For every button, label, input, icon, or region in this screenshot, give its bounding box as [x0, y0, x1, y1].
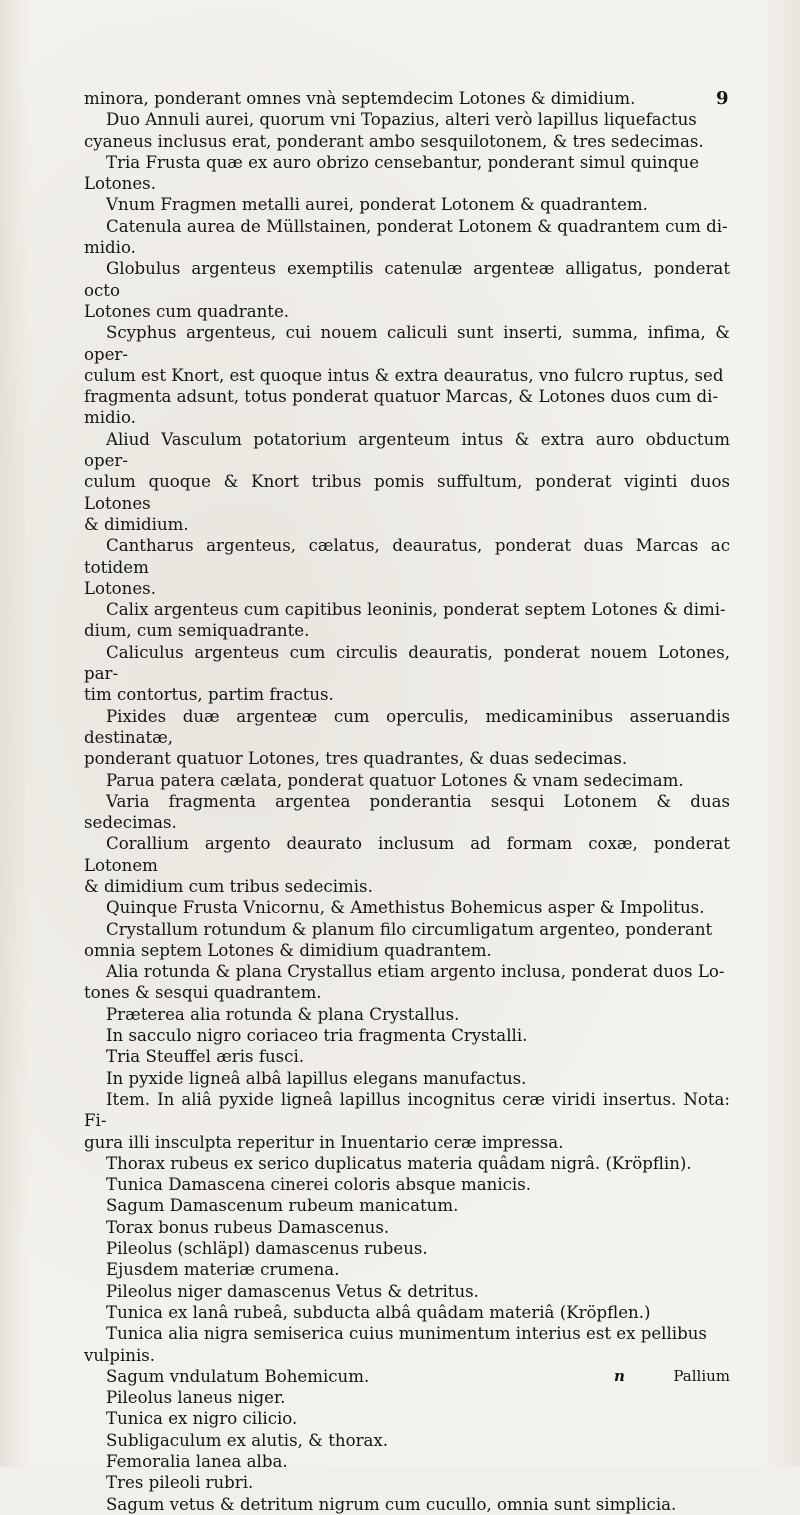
text-line: tones & sesqui quadrantem.	[84, 983, 322, 1003]
text-line: Aliud Vasculum potatorium argenteum intus & extra auro obductum oper-	[84, 429, 730, 471]
text-line: culum quoque & Knort tribus pomis suffultum, ponderat viginti duos Lotones	[84, 472, 730, 513]
text-line: Tria Steuffel æris fusci.	[106, 1047, 305, 1067]
text-line: Cantharus argenteus, cælatus, deauratus, ponderat duas Marcas ac totidem	[84, 536, 730, 577]
text-line: Parua patera cælata, ponderat quatuor Lotones & vnam sedecimam.	[106, 770, 684, 790]
text-line: Thorax rubeus ex serico duplicatus materia quâdam nigrâ. (Kröpflin).	[106, 1153, 692, 1173]
text-line: Lotones.	[84, 174, 156, 194]
text-line: gura illi insculpta reperitur in Inuentario ceræ impressa.	[84, 1132, 564, 1152]
text-line: Pileolus (schläpl) damascenus rubeus.	[106, 1239, 428, 1259]
text-line: Globulus argenteus exemptilis catenulæ argenteæ alligatus, ponderat octo	[84, 259, 730, 300]
text-line: Alia rotunda & plana Crystallus etiam argento inclusa, ponderat duos Lo-	[106, 962, 725, 982]
text-line: Tunica ex nigro cilicio.	[106, 1409, 298, 1429]
signature-mark: n	[614, 1367, 625, 1385]
text-line: Vnum Fragmen metalli aurei, ponderat Lotonem & quadrantem.	[106, 195, 648, 215]
text-line: cyaneus inclusus erat, ponderant ambo sesquilotonem, & tres sedecimas.	[84, 131, 704, 151]
text-line: Femoralia lanea alba.	[106, 1452, 288, 1471]
text-line: In pyxide ligneâ albâ lapillus elegans manufactus.	[106, 1068, 527, 1088]
text-line: fragmenta adsunt, totus ponderat quatuor Marcas, & Lotones duos cum di-	[84, 387, 719, 407]
text-line: Tres pileoli rubri.	[106, 1473, 254, 1493]
text-body	[84, 88, 730, 1515]
text-line: minora, ponderant omnes vnà septemdecim Lotones & dimidium.	[84, 89, 636, 108]
text-line: Lotones.	[84, 578, 156, 598]
text-line: Caliculus argenteus cum circulis deauratis, ponderat nouem Lotones, par-	[84, 642, 730, 684]
text-line: midio.	[84, 408, 136, 428]
text-line: Pileolus laneus niger.	[106, 1388, 286, 1408]
text-line: omnia septem Lotones & dimidium quadrantem.	[84, 940, 492, 960]
text-line: Varia fragmenta argentea ponderantia sesqui Lotonem & duas sedecimas.	[84, 791, 730, 833]
text-line: Corallium argento deaurato inclusum ad formam coxæ, ponderat Lotonem	[84, 834, 730, 875]
text-line: Sagum Damascenum rubeum manicatum.	[106, 1196, 459, 1216]
text-line: Præterea alia rotunda & plana Crystallus.	[106, 1004, 460, 1024]
page-footer	[84, 1367, 730, 1391]
text-line: culum est Knort, est quoque intus & extra deauratus, vno fulcro ruptus, sed	[84, 365, 724, 385]
text-line: Tunica ex lanâ rubeâ, subducta albâ quâdam materiâ (Kröpflen.)	[106, 1302, 651, 1322]
text-line: Scyphus argenteus, cui nouem caliculi sunt inserti, summa, infima, & oper-	[84, 323, 730, 364]
page-number: 9	[716, 88, 729, 109]
text-line: midio.	[84, 238, 136, 258]
text-line: Lotones cum quadrante.	[84, 301, 290, 321]
text-line: Sagum vndulatum Bohemicum.	[106, 1366, 370, 1386]
text-line: Tunica Damascena cinerei coloris absque manicis.	[106, 1175, 532, 1195]
text-line: Subligaculum ex alutis, & thorax.	[106, 1430, 389, 1450]
text-line: Catenula aurea de Müllstainen, ponderat Lotonem & quadrantem cum di-	[106, 216, 728, 236]
text-line: Pixides duæ argenteæ cum operculis, medicaminibus asseruandis destinatæ,	[84, 706, 730, 747]
text-line: Tria Frusta quæ ex auro obrizo censebantur, ponderant simul quinque	[106, 152, 700, 172]
text-line: Tunica alia nigra semiserica cuius munimentum interius est ex pellibus	[106, 1324, 707, 1344]
text-line: Crystallum rotundum & planum filo circumligatum argenteo, ponderant	[106, 919, 713, 939]
text-line: vulpinis.	[84, 1345, 156, 1365]
text-line: Sagum vetus & detritum nigrum cum cucullo, omnia sunt simplicia.	[106, 1494, 677, 1514]
text-line: Torax bonus rubeus Damascenus.	[106, 1217, 390, 1237]
text-line: tim contortus, partim fractus.	[84, 685, 334, 705]
text-line: & dimidium cum tribus sedecimis.	[84, 876, 373, 896]
catchword: Pallium	[673, 1367, 730, 1385]
text-line: ponderant quatuor Lotones, tres quadrantes, & duas sedecimas.	[84, 749, 628, 769]
text-line: Ejusdem materiæ crumena.	[106, 1260, 340, 1280]
text-line: Pileolus niger damascenus Vetus & detritus.	[106, 1281, 479, 1301]
text-line: Duo Annuli aurei, quorum vni Topazius, alteri verò lapillus liquefactus	[106, 110, 697, 130]
text-line: Item. In aliâ pyxide ligneâ lapillus incognitus ceræ viridi insertus. Nota: Fi-	[84, 1089, 730, 1131]
text-line: & dimidium.	[84, 514, 189, 534]
text-line: dium, cum semiquadrante.	[84, 621, 310, 641]
text-line: Quinque Frusta Vnicornu, & Amethistus Bohemicus asper & Impolitus.	[106, 898, 705, 918]
text-line: In sacculo nigro coriaceo tria fragmenta Crystalli.	[106, 1026, 528, 1046]
text-line: Calix argenteus cum capitibus leoninis, ponderat septem Lotones & dimi-	[106, 600, 726, 620]
